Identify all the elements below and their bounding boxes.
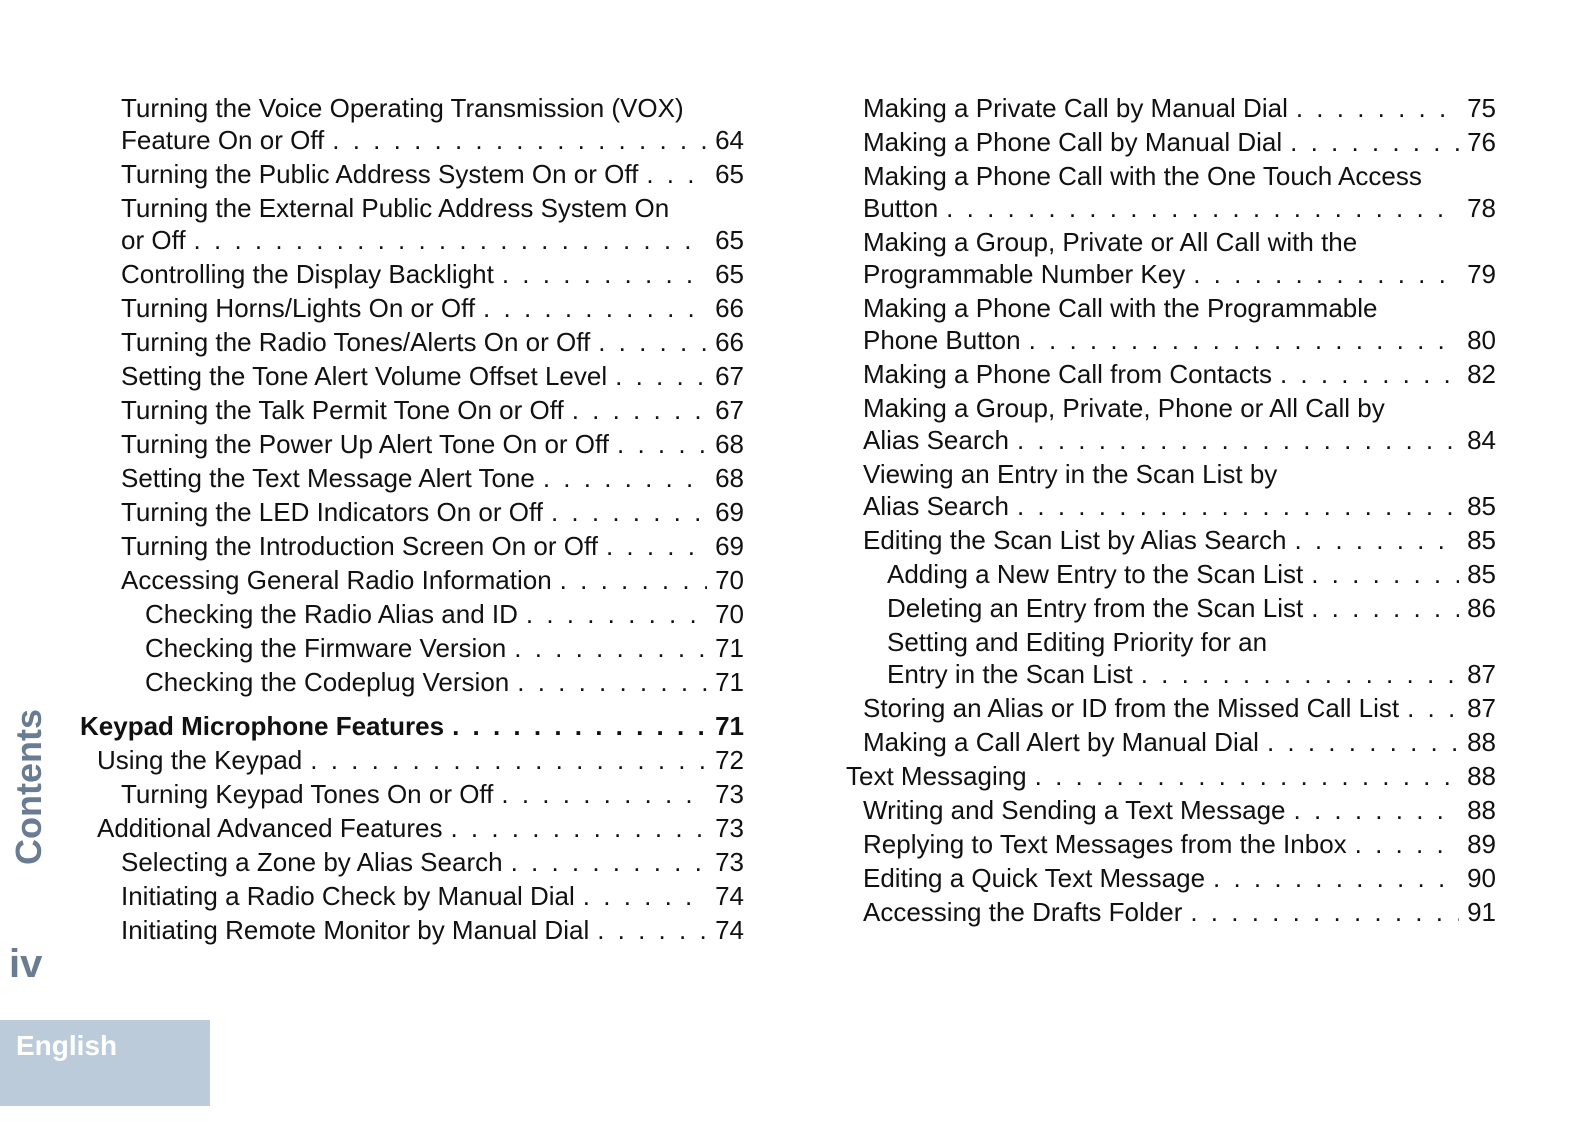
toc-entry-title: or Off (121, 225, 186, 255)
dot-leader (597, 914, 707, 946)
toc-page-number: 87 (1467, 693, 1496, 723)
toc-page-number: 87 (1467, 659, 1496, 689)
dot-leader (1407, 692, 1459, 724)
toc-entry-title: Viewing an Entry in the Scan List by (863, 459, 1278, 489)
dot-leader (450, 812, 707, 844)
dot-leader (1355, 828, 1459, 860)
toc-page-number: 67 (715, 395, 744, 425)
toc-entry[interactable] (80, 666, 744, 698)
toc-entry[interactable] (846, 358, 1496, 390)
toc-entry-title: Checking the Radio Alias and ID (145, 599, 518, 629)
toc-entry[interactable] (846, 458, 1496, 522)
dot-leader (1296, 92, 1459, 124)
dot-leader (1267, 726, 1459, 758)
dot-leader (517, 666, 707, 698)
toc-entry-title: Setting the Tone Alert Volume Offset Level (121, 361, 608, 391)
toc-entry[interactable] (846, 828, 1496, 860)
toc-page-number: 71 (715, 711, 744, 741)
toc-right-column (846, 92, 1496, 928)
toc-entry[interactable] (846, 626, 1496, 690)
toc-left-column (80, 92, 744, 946)
toc-page-number: 88 (1467, 761, 1496, 791)
toc-entry-title: Turning the Introduction Screen On or Off (121, 531, 598, 561)
toc-page-number: 85 (1467, 559, 1496, 589)
dot-leader (502, 258, 707, 290)
toc-page-number: 80 (1467, 325, 1496, 355)
dot-leader (511, 846, 708, 878)
toc-entry-title: Additional Advanced Features (97, 813, 443, 843)
toc-page-number: 86 (1467, 593, 1496, 623)
toc-entry-title: Making a Phone Call with the Programmable (863, 293, 1378, 323)
toc-entry[interactable] (80, 530, 744, 562)
dot-leader (310, 744, 707, 776)
toc-page-number: 65 (715, 259, 744, 289)
toc-entry-title: Making a Phone Call with the One Touch Access (863, 161, 1422, 191)
toc-entry[interactable] (80, 778, 744, 810)
toc-entry-title: Making a Private Call by Manual Dial (863, 93, 1288, 123)
toc-entry-title: Accessing General Radio Information (121, 565, 552, 595)
toc-page-number: 71 (715, 633, 744, 663)
toc-entry-title: Controlling the Display Backlight (121, 259, 494, 289)
toc-page-number: 73 (715, 813, 744, 843)
toc-entry[interactable] (80, 158, 744, 190)
toc-entry-title: Feature On or Off (121, 125, 325, 155)
toc-page-number: 74 (715, 881, 744, 911)
dot-leader (526, 598, 707, 630)
dot-leader (560, 564, 707, 596)
toc-page-number: 69 (715, 531, 744, 561)
dot-leader (1294, 794, 1460, 826)
toc-entry[interactable] (846, 592, 1496, 624)
dot-leader (646, 158, 707, 190)
toc-entry[interactable] (80, 462, 744, 494)
dot-leader (1035, 760, 1459, 792)
toc-entry-title: Keypad Microphone Features (80, 711, 445, 741)
toc-entry-title: Editing the Scan List by Alias Search (863, 525, 1287, 555)
toc-entry[interactable] (846, 292, 1496, 356)
toc-page-number: 66 (715, 327, 744, 357)
toc-entry[interactable] (80, 564, 744, 596)
toc-entry[interactable] (846, 226, 1496, 290)
toc-entry-title: Alias Search (863, 491, 1009, 521)
dot-leader (1017, 424, 1459, 456)
toc-entry[interactable] (846, 160, 1496, 224)
dot-leader (615, 360, 707, 392)
dot-leader (452, 710, 707, 742)
toc-entry[interactable] (80, 846, 744, 878)
toc-page-number: 73 (715, 779, 744, 809)
toc-page-number: 76 (1467, 127, 1496, 157)
dot-leader (598, 326, 707, 358)
toc-entry[interactable] (80, 192, 744, 256)
toc-entry-title: Storing an Alias or ID from the Missed Call List (863, 693, 1400, 723)
toc-entry-title: Turning the Power Up Alert Tone On or Off (121, 429, 609, 459)
language-label: English (16, 1030, 118, 1061)
dot-leader (1190, 896, 1459, 928)
toc-entry-title: Turning Keypad Tones On or Off (121, 779, 494, 809)
dot-leader (514, 632, 707, 664)
toc-entry[interactable] (80, 744, 744, 776)
toc-page-number: 85 (1467, 525, 1496, 555)
toc-page-number: 70 (715, 565, 744, 595)
dot-leader (194, 224, 708, 256)
dot-leader (946, 192, 1459, 224)
toc-entry-title: Turning the LED Indicators On or Off (121, 497, 543, 527)
toc-entry[interactable] (80, 394, 744, 426)
toc-page-number: 71 (715, 667, 744, 697)
dot-leader (501, 778, 707, 810)
toc-entry-title: Alias Search (863, 425, 1009, 455)
toc-entry-title: Turning the Voice Operating Transmission (VOX) (121, 93, 684, 123)
toc-entry-title: Checking the Firmware Version (145, 633, 507, 663)
toc-entry[interactable] (80, 632, 744, 664)
toc-entry-title: Entry in the Scan List (887, 659, 1133, 689)
toc-entry-title: Checking the Codeplug Version (145, 667, 510, 697)
toc-entry[interactable] (846, 126, 1496, 158)
toc-entry-title: Button (863, 193, 939, 223)
toc-page-number: 88 (1467, 727, 1496, 757)
toc-entry[interactable] (846, 558, 1496, 590)
dot-leader (332, 124, 707, 156)
toc-page-number: 79 (1467, 259, 1496, 289)
toc-entry[interactable] (846, 392, 1496, 456)
toc-entry[interactable] (846, 726, 1496, 758)
dot-leader (1294, 524, 1459, 556)
dot-leader (1290, 126, 1459, 158)
toc-entry-title: Making a Phone Call from Contacts (863, 359, 1272, 389)
dot-leader (1311, 558, 1459, 590)
toc-page-number: 74 (715, 915, 744, 945)
page-number: iv (9, 942, 43, 986)
toc-page-number: 85 (1467, 491, 1496, 521)
toc-entry-title: Deleting an Entry from the Scan List (887, 593, 1304, 623)
toc-entry-title: Making a Group, Private or All Call with the (863, 227, 1358, 257)
toc-entry-title: Making a Group, Private, Phone or All Call by (863, 393, 1385, 423)
toc-entry[interactable] (80, 880, 744, 912)
toc-entry-title: Programmable Number Key (863, 259, 1186, 289)
toc-entry[interactable] (80, 292, 744, 324)
dot-leader (551, 496, 707, 528)
toc-entry-title: Setting and Editing Priority for an (887, 627, 1268, 657)
toc-entry[interactable] (80, 428, 744, 460)
toc-entry-title: Turning the Radio Tones/Alerts On or Off (121, 327, 591, 357)
toc-entry-title: Accessing the Drafts Folder (863, 897, 1183, 927)
toc-entry-title: Making a Call Alert by Manual Dial (863, 727, 1259, 757)
toc-page-number: 90 (1467, 863, 1496, 893)
toc-entry-title: Turning Horns/Lights On or Off (121, 293, 476, 323)
toc-entry-title: Editing a Quick Text Message (863, 863, 1206, 893)
toc-entry-title: Adding a New Entry to the Scan List (887, 559, 1304, 589)
dot-leader (543, 462, 707, 494)
toc-entry[interactable] (80, 812, 744, 844)
toc-page-number: 68 (715, 429, 744, 459)
dot-leader (1213, 862, 1459, 894)
toc-entry[interactable] (80, 326, 744, 358)
toc-entry-title: Making a Phone Call by Manual Dial (863, 127, 1283, 157)
toc-page-number: 82 (1467, 359, 1496, 389)
toc-page-number: 73 (715, 847, 744, 877)
toc-entry[interactable] (80, 598, 744, 630)
toc-entry-title: Setting the Text Message Alert Tone (121, 463, 535, 493)
toc-page-number: 88 (1467, 795, 1496, 825)
toc-entry-title: Phone Button (863, 325, 1021, 355)
toc-entry-title: Turning the Public Address System On or Off (121, 159, 639, 189)
toc-page-number: 69 (715, 497, 744, 527)
toc-entry-title: Text Messaging (846, 761, 1027, 791)
toc-entry[interactable] (846, 760, 1496, 792)
dot-leader (606, 530, 707, 562)
toc-entry-title: Replying to Text Messages from the Inbox (863, 829, 1347, 859)
toc-entry-title: Turning the External Public Address System On (121, 193, 670, 223)
toc-entry[interactable] (846, 794, 1496, 826)
toc-entry[interactable] (80, 92, 744, 156)
dot-leader (1029, 324, 1460, 356)
toc-entry-title: Initiating a Radio Check by Manual Dial (121, 881, 575, 911)
toc-entry[interactable] (80, 258, 744, 290)
dot-leader (483, 292, 707, 324)
toc-entry[interactable] (846, 862, 1496, 894)
toc-page-number: 89 (1467, 829, 1496, 859)
toc-entry[interactable] (80, 710, 744, 742)
dot-leader (1311, 592, 1459, 624)
dot-leader (1017, 490, 1459, 522)
toc-page-number: 65 (715, 159, 744, 189)
toc-page-number: 91 (1467, 897, 1496, 927)
dot-leader (583, 880, 707, 912)
toc-page-number: 70 (715, 599, 744, 629)
dot-leader (1141, 658, 1459, 690)
toc-page-number: 65 (715, 225, 744, 255)
toc-entry-title: Using the Keypad (97, 745, 303, 775)
toc-entry[interactable] (846, 896, 1496, 928)
dot-leader (1193, 258, 1459, 290)
section-tab-label: Contents (8, 709, 49, 865)
toc-page-number: 66 (715, 293, 744, 323)
toc-page-number: 75 (1467, 93, 1496, 123)
toc-entry-title: Turning the Talk Permit Tone On or Off (121, 395, 564, 425)
toc-entry[interactable] (80, 360, 744, 392)
toc-entry[interactable] (846, 692, 1496, 724)
language-tab (0, 1020, 210, 1106)
toc-page-number: 67 (715, 361, 744, 391)
toc-page-number: 84 (1467, 425, 1496, 455)
dot-leader (572, 394, 707, 426)
toc-entry[interactable] (846, 524, 1496, 556)
toc-entry-title: Initiating Remote Monitor by Manual Dial (121, 915, 590, 945)
dot-leader (617, 428, 707, 460)
toc-entry-title: Selecting a Zone by Alias Search (121, 847, 503, 877)
toc-page-number: 78 (1467, 193, 1496, 223)
toc-entry-title: Writing and Sending a Text Message (863, 795, 1286, 825)
toc-entry[interactable] (80, 496, 744, 528)
toc-page-number: 68 (715, 463, 744, 493)
toc-page-number: 64 (715, 125, 744, 155)
toc-page-number: 72 (715, 745, 744, 775)
toc-entry[interactable] (80, 914, 744, 946)
dot-leader (1280, 358, 1459, 390)
toc-entry[interactable] (846, 92, 1496, 124)
